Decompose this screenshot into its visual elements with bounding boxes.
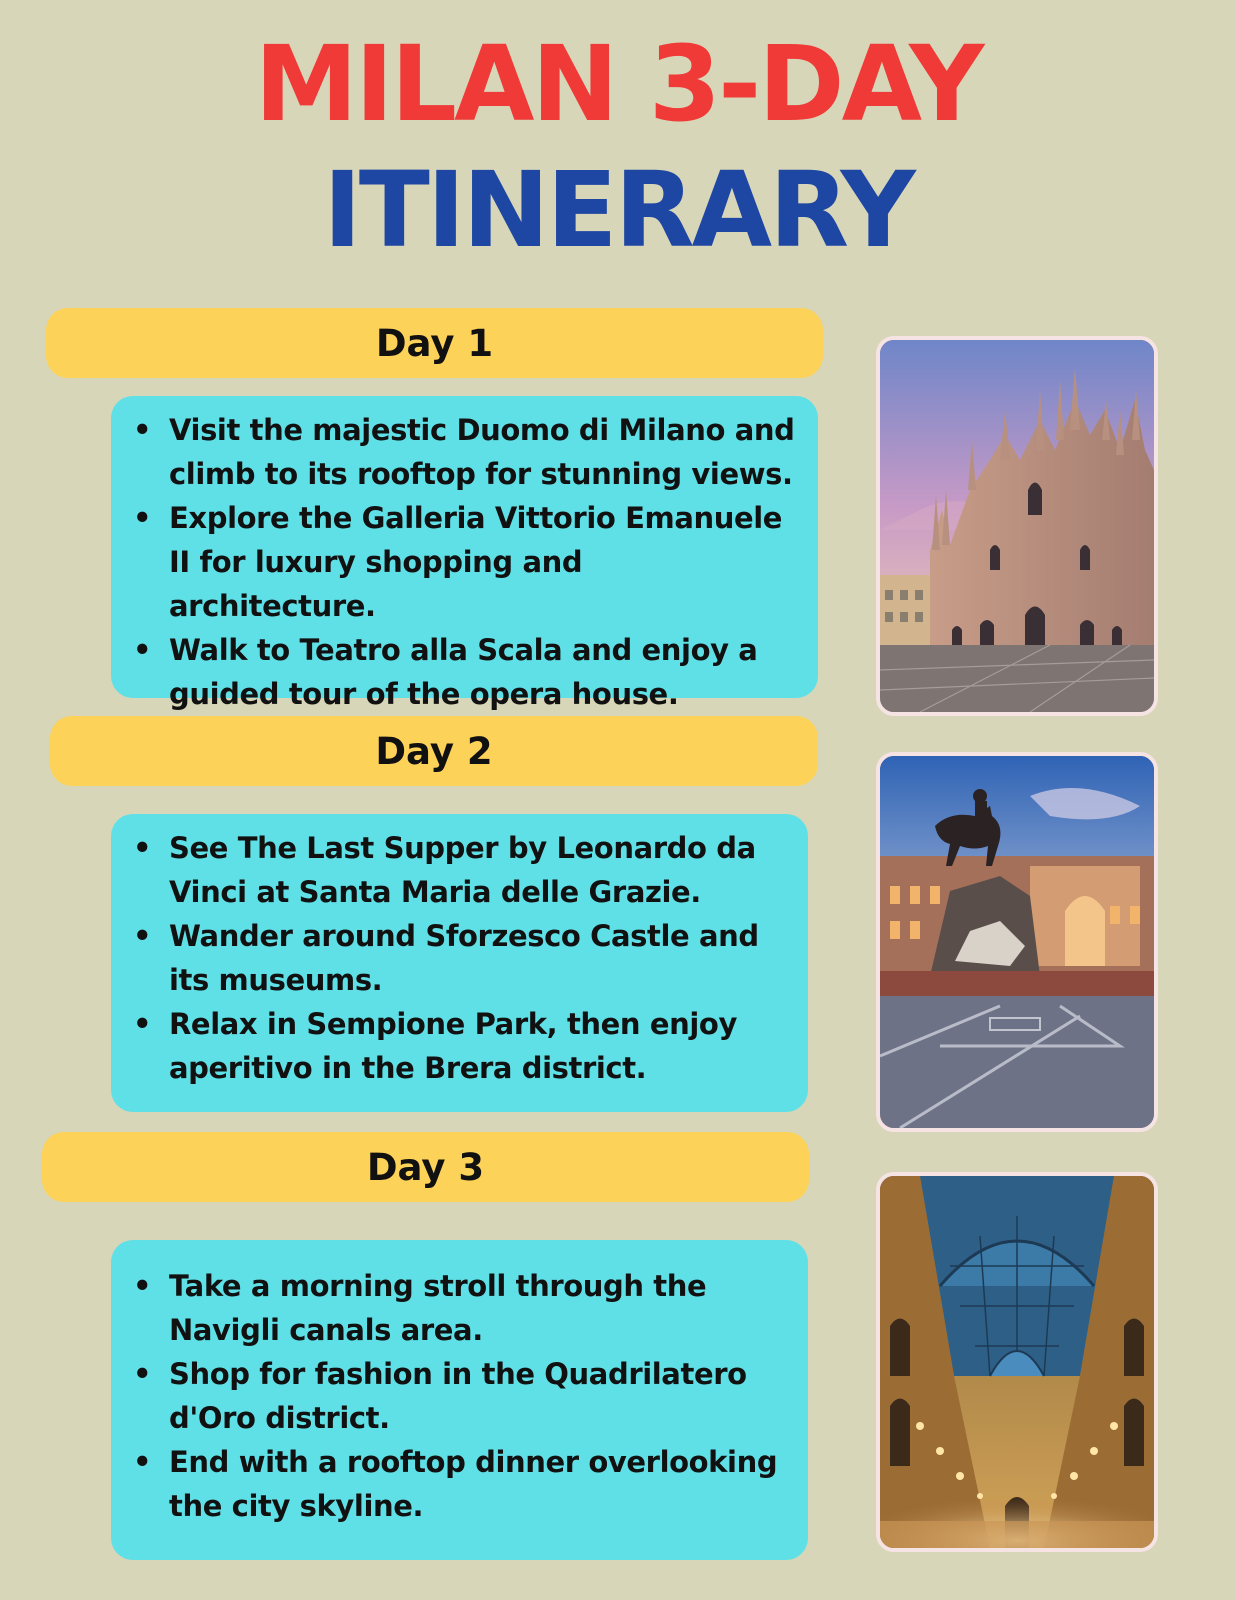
bullet: • <box>133 501 152 535</box>
list-item-text: Walk to Teatro alla Scala and enjoy a guided tour of the opera house. <box>169 633 758 711</box>
list-item-text: See The Last Supper by Leonardo da Vinci at Santa Maria delle Grazie. <box>169 831 756 909</box>
duomo-cathedral-photo <box>876 336 1158 716</box>
list-item <box>133 1440 788 1528</box>
piazza-equestrian-statue-photo <box>876 752 1158 1132</box>
day-2-label: Day 2 <box>375 729 493 773</box>
list-item-text: End with a rooftop dinner overlooking the city skyline. <box>169 1445 778 1523</box>
bullet: • <box>133 831 152 865</box>
bullet: • <box>133 633 152 667</box>
bullet: • <box>133 1357 152 1391</box>
bullet: • <box>133 413 152 447</box>
list-item-text: Relax in Sempione Park, then enjoy aperitivo in the Brera district. <box>169 1007 737 1085</box>
list-item <box>133 496 798 628</box>
list-item <box>133 1002 788 1090</box>
day-2-activities <box>111 814 808 1112</box>
title-line-1: MILAN 3-DAY <box>254 23 982 145</box>
list-item-text: Explore the Galleria Vittorio Emanuele II for luxury shopping and architecture. <box>169 501 783 623</box>
list-item <box>133 1264 788 1352</box>
list-item-text: Wander around Sforzesco Castle and its museums. <box>169 919 759 997</box>
bullet: • <box>133 1269 152 1303</box>
list-item <box>133 1352 788 1440</box>
list-item <box>133 408 798 496</box>
list-item <box>133 914 788 1002</box>
bullet: • <box>133 1007 152 1041</box>
bullet: • <box>133 919 152 953</box>
list-item <box>133 628 798 716</box>
day-3-activities <box>111 1240 808 1560</box>
day-1-header <box>46 308 823 378</box>
list-item-text: Shop for fashion in the Quadrilatero d'Oro district. <box>169 1357 747 1435</box>
day-1-activities <box>111 396 818 711</box>
bullet: • <box>133 1445 152 1479</box>
day-1-label: Day 1 <box>375 321 494 365</box>
day-2-header <box>50 716 818 786</box>
list-item <box>133 826 788 914</box>
day-3-label: Day 3 <box>366 1145 485 1189</box>
galleria-glass-dome-photo <box>876 1172 1158 1552</box>
list-item-text: Visit the majestic Duomo di Milano and climb to its rooftop for stunning views. <box>169 413 795 491</box>
list-item-text: Take a morning stroll through the Navigli canals area. <box>169 1269 707 1347</box>
title-line-2: ITINERARY <box>323 149 913 271</box>
day-3-header <box>42 1132 809 1202</box>
